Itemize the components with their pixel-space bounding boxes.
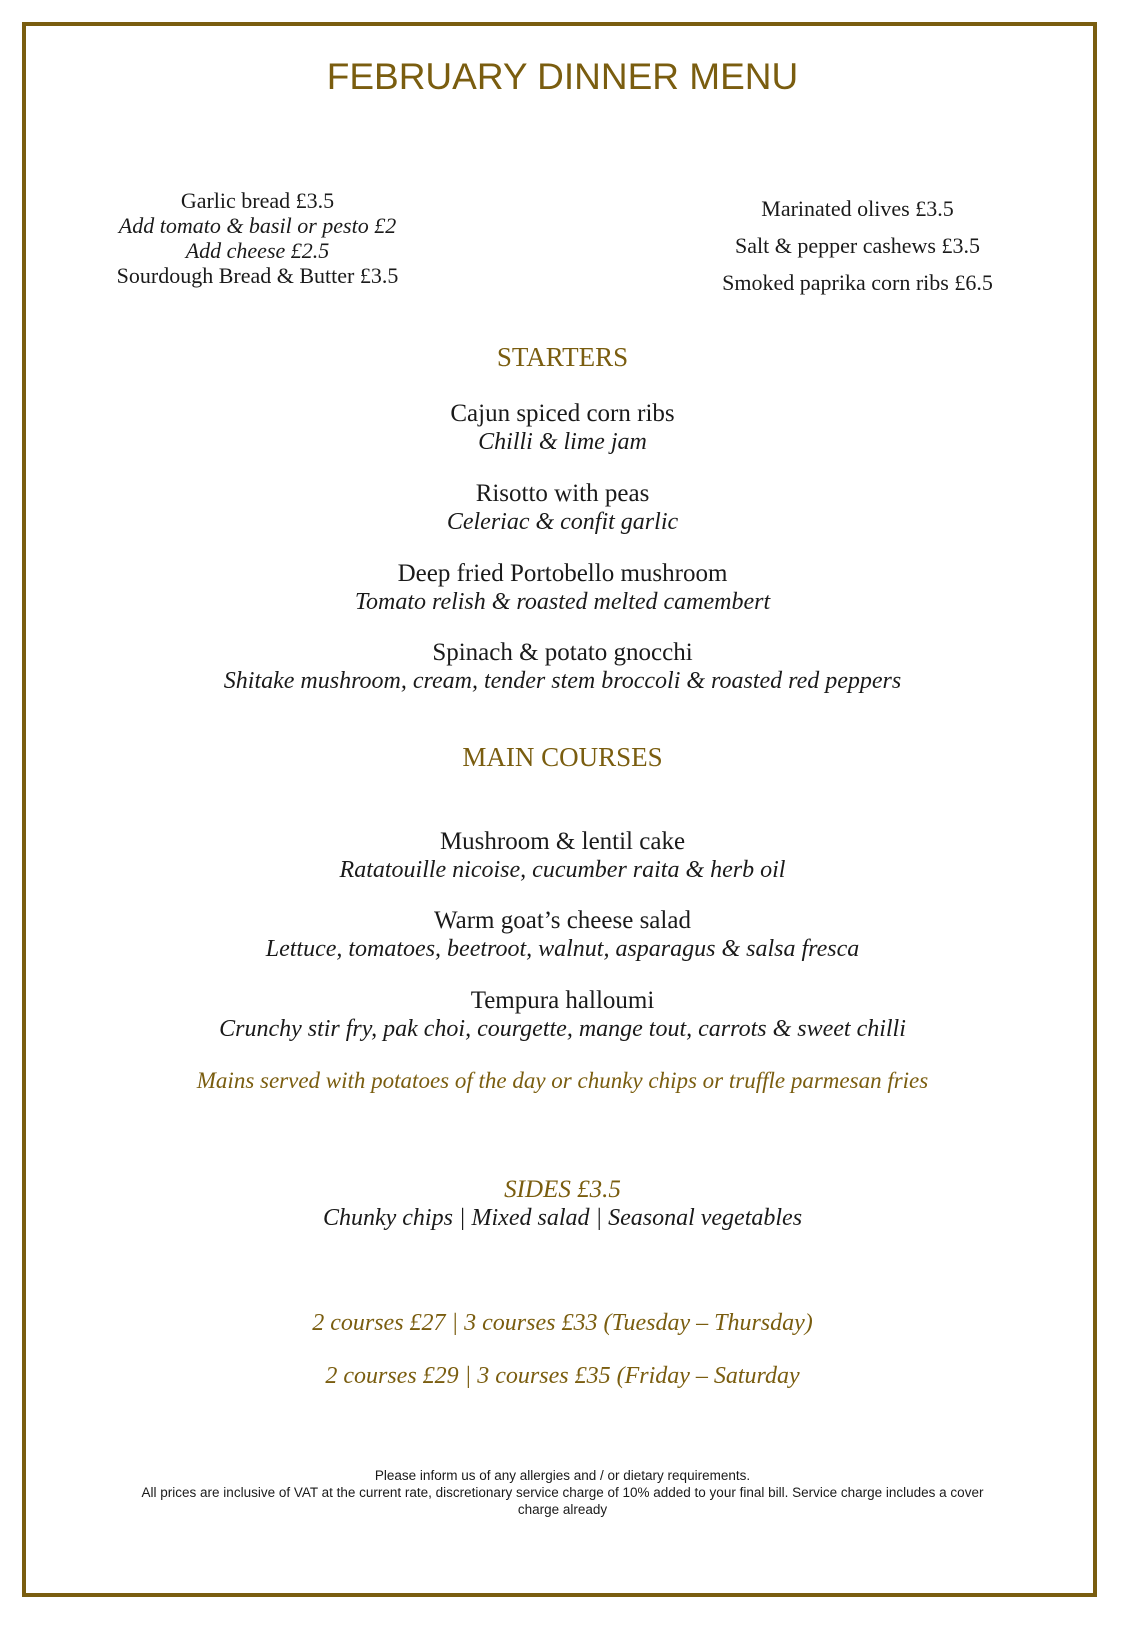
sourdough-item: Sourdough Bread & Butter £3.5 [116,263,399,288]
dish-description: Ratatouille nicoise, cucumber raita & herb oil [339,857,786,883]
starter-item [0,560,1125,616]
sides-list: Chunky chips | Mixed salad | Seasonal vegetables [322,1205,803,1231]
dish-description: Lettuce, tomatoes, beetroot, walnut, asparagus & salsa fresca [265,936,860,962]
dish-description: Shitake mushroom, cream, tender stem broccoli & roasted red peppers [223,668,902,694]
starter-item [0,480,1125,536]
dish-description: Tomato relish & roasted melted camembert [354,589,771,615]
garlic-bread-item: Garlic bread £3.5 [180,188,335,213]
dish-name: Spinach & potato gnocchi [432,639,693,666]
weekend-pricing: 2 courses £29 | 3 courses £35 (Friday – Saturday [325,1363,800,1389]
cashews-item: Salt & pepper cashews £3.5 [735,233,980,258]
vat-notice: All prices are inclusive of VAT at the current rate, discretionary service charge of 10% added to your final bill. Service charge includes a cover [141,1485,984,1500]
olives-item: Marinated olives £3.5 [761,196,954,221]
weekday-pricing: 2 courses £27 | 3 courses £33 (Tuesday – Thursday) [312,1310,813,1336]
add-cheese-option: Add cheese £2.5 [185,238,330,263]
starter-item [0,400,1125,456]
dish-description: Crunchy stir fry, pak choi, courgette, mange tout, carrots & sweet chilli [219,1016,906,1042]
dish-name: Mushroom & lentil cake [439,828,686,855]
main-item [0,828,1125,884]
footer-notice [0,1467,1125,1518]
nibbles-left [55,188,460,288]
sides-section [0,1176,1125,1232]
starters-heading: STARTERS [496,342,629,372]
main-item [0,907,1125,963]
dish-name: Deep fried Portobello mushroom [397,560,728,587]
add-tomato-option: Add tomato & basil or pesto £2 [118,213,397,238]
dish-name: Cajun spiced corn ribs [450,400,675,427]
cover-charge-notice: charge already [517,1502,608,1517]
main-item [0,987,1125,1043]
starter-item [0,639,1125,695]
main-courses-heading: MAIN COURSES [462,742,663,772]
allergy-notice: Please inform us of any allergies and / or dietary requirements. [374,1468,751,1483]
dish-name: Tempura halloumi [470,987,655,1014]
dish-description: Chilli & lime jam [478,429,647,455]
menu-title: FEBRUARY DINNER MENU [326,56,799,97]
mains-served-note: Mains served with potatoes of the day or chunky chips or truffle parmesan fries [196,1068,929,1093]
sides-heading: SIDES £3.5 [504,1176,621,1203]
dish-description: Celeriac & confit garlic [446,509,679,535]
nibbles-right [655,190,1060,301]
dish-name: Risotto with peas [475,480,650,507]
dish-name: Warm goat’s cheese salad [434,907,691,934]
corn-ribs-item: Smoked paprika corn ribs £6.5 [722,270,993,295]
